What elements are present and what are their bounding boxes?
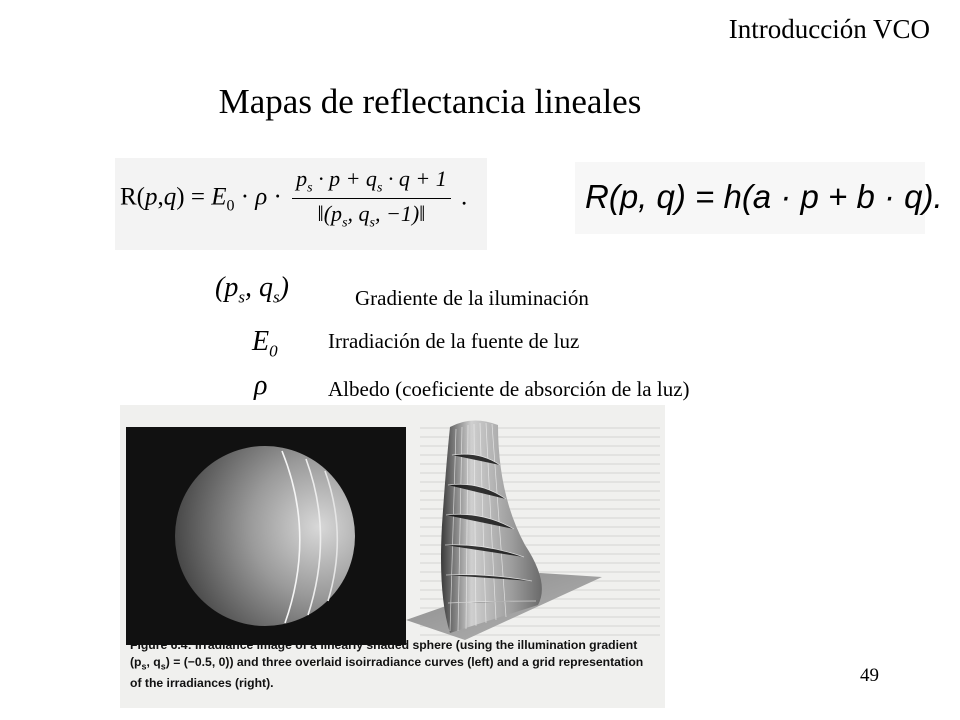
formula-text: · — [234, 183, 256, 211]
legend-text-irradiance: Irradiación de la fuente de luz — [328, 329, 580, 353]
legend-text-albedo: Albedo (coeficiente de absorción de la luz) — [328, 377, 690, 401]
formula-text: · — [267, 183, 289, 211]
formula-numerator: $p_s \cdot p + q_s \cdot q + 1$ — [292, 166, 451, 199]
caption-line: Irradiance image of a linearly shaded sphere (using the illumination gradient — [191, 638, 638, 652]
legend-symbol-rho: ρ — [254, 370, 268, 401]
lambert-reflectance-formula — [120, 166, 467, 232]
formula-var-rho: ρ — [255, 183, 268, 211]
figure-caption: Figure 6.4: Irradiance image of a linearly shaded sphere (using the illumination gradient ($p_s$, $q_s) = (-0.5$, 0)) and three overlaid isoirradiance curves (left) and a grid representation of the irradiances (right). — [130, 638, 644, 691]
formula-denominator: $‖(p_s$, $q_s$, −1)‖ — [317, 201, 426, 231]
formula-text: , — [157, 183, 164, 211]
figure-label: Figure 6.4: — [130, 638, 192, 652]
formula-var-p: p — [145, 183, 158, 211]
formula-text: ) = — [176, 183, 212, 211]
caption-line: of the irradiances (right). — [130, 676, 274, 691]
formula-text: R( — [120, 183, 145, 211]
formula-var-q: q — [163, 183, 177, 211]
linear-reflectance-formula: R(p, q) = h(a · p + b · q). — [585, 178, 943, 215]
formula-sub: 0 — [226, 197, 235, 215]
formula-var-e0: E — [211, 183, 227, 211]
legend-symbol-e0: $E_0$ — [252, 326, 278, 361]
page-number: 49 — [860, 665, 879, 686]
legend-text-gradient: Gradiente de la iluminación — [355, 286, 589, 310]
legend-symbol-gradient: ($p_s$, $q_s$) — [215, 272, 289, 307]
formula-text: . — [454, 183, 468, 211]
section-tag: Introducción VCO — [728, 14, 930, 44]
formula-fraction — [292, 166, 451, 232]
slide-title: Mapas de reflectancia lineales — [218, 82, 642, 121]
